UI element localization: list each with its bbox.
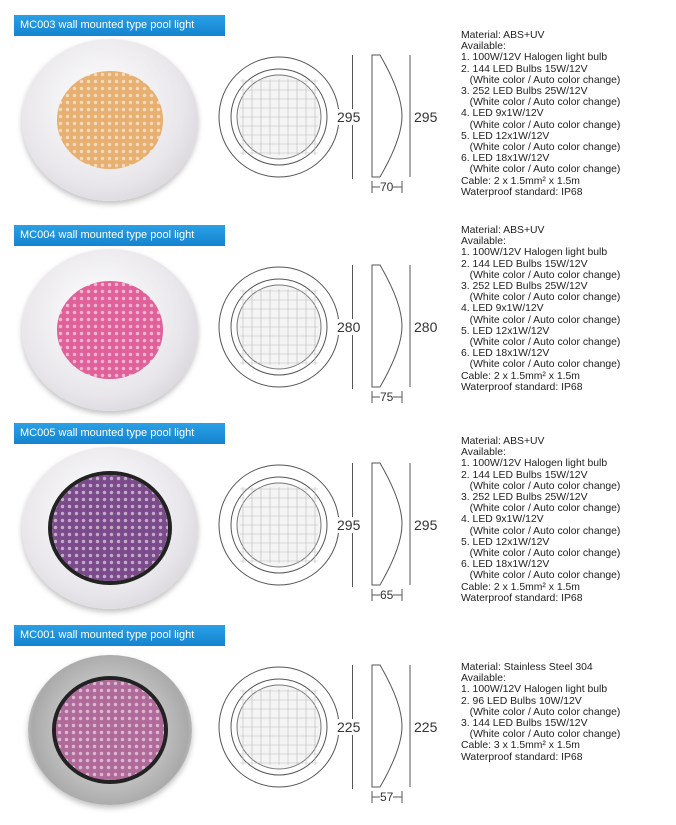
spec-line: (White color / Auto color change) [461, 706, 621, 718]
lens [57, 71, 163, 168]
lens [56, 680, 164, 780]
spec-line: 6. LED 18x1W/12V [461, 348, 550, 360]
spec-line: Waterproof standard: IP68 [461, 186, 583, 198]
spec-line: (White color / Auto color change) [461, 570, 621, 582]
spec-line: 4. LED 9x1W/12V [461, 108, 544, 120]
spec-line: 2. 144 LED Bulbs 15W/12V [461, 63, 588, 75]
spec-line: Waterproof standard: IP68 [461, 751, 583, 763]
front-view-drawing [218, 265, 340, 389]
spec-line: 5. LED 12x1W/12V [461, 325, 550, 337]
spec-line: Material: ABS+UV [461, 225, 545, 236]
product-section [0, 625, 676, 825]
lens [57, 281, 163, 378]
spec-line: 5. LED 12x1W/12V [461, 130, 550, 142]
spec-line: (White color / Auto color change) [461, 269, 621, 281]
spec-line: (White color / Auto color change) [461, 74, 621, 86]
spec-line: 3. 252 LED Bulbs 25W/12V [461, 492, 588, 504]
spec-list [461, 30, 620, 198]
spec-line: Cable: 2 x 1.5mm² x 1.5m [461, 175, 580, 187]
spec-list [461, 436, 620, 604]
height-dimension-label: 295 [337, 517, 361, 533]
product-section [0, 15, 676, 215]
section-title: MC005 wall mounted type pool light [14, 423, 225, 444]
section-title: MC003 wall mounted type pool light [14, 15, 225, 36]
lens [52, 475, 168, 582]
product-section [0, 423, 676, 623]
spec-line: 2. 144 LED Bulbs 15W/12V [461, 258, 588, 270]
product-section [0, 225, 676, 425]
depth-dimension-label: 75 [380, 390, 394, 404]
spec-line: 5. LED 12x1W/12V [461, 536, 550, 548]
product-photo [22, 249, 198, 411]
spec-line: 6. LED 18x1W/12V [461, 559, 550, 571]
product-photo [22, 39, 198, 201]
spec-line: Cable: 3 x 1.5mm² x 1.5m [461, 740, 580, 752]
spec-line: Available: [461, 447, 506, 459]
spec-line: Waterproof standard: IP68 [461, 381, 583, 393]
spec-line: 1. 100W/12V Halogen light bulb [461, 684, 608, 696]
section-title: MC001 wall mounted type pool light [14, 625, 225, 646]
height-dimension-label: 295 [337, 109, 361, 125]
spec-line: 4. LED 9x1W/12V [461, 514, 544, 526]
height-dimension-label: 225 [337, 719, 361, 735]
spec-line: (White color / Auto color change) [461, 503, 621, 515]
depth-dimension-label: 70 [380, 180, 394, 194]
spec-line: (White color / Auto color change) [461, 337, 621, 349]
spec-line: 2. 96 LED Bulbs 10W/12V [461, 695, 582, 707]
side-height-dimension-label: 280 [414, 319, 438, 335]
spec-line: Available: [461, 236, 506, 248]
product-photo [28, 655, 192, 806]
spec-list [461, 225, 620, 393]
spec-line: 3. 144 LED Bulbs 15W/12V [461, 718, 588, 730]
spec-line: 4. LED 9x1W/12V [461, 303, 544, 315]
spec-line: Available: [461, 41, 506, 53]
spec-line: Material: ABS+UV [461, 30, 545, 41]
spec-line: Material: ABS+UV [461, 436, 545, 447]
spec-line: (White color / Auto color change) [461, 548, 621, 560]
spec-line: 1. 100W/12V Halogen light bulb [461, 247, 608, 259]
spec-line: (White color / Auto color change) [461, 292, 621, 304]
spec-line: (White color / Auto color change) [461, 314, 621, 326]
spec-line: 3. 252 LED Bulbs 25W/12V [461, 86, 588, 98]
spec-line: (White color / Auto color change) [461, 97, 621, 109]
spec-line: (White color / Auto color change) [461, 480, 621, 492]
section-title: MC004 wall mounted type pool light [14, 225, 225, 246]
depth-dimension-label: 57 [380, 790, 394, 804]
height-dimension-label: 280 [337, 319, 361, 335]
spec-line: Cable: 2 x 1.5mm² x 1.5m [461, 581, 580, 593]
spec-line: 3. 252 LED Bulbs 25W/12V [461, 281, 588, 293]
spec-line: Available: [461, 673, 506, 685]
product-photo [22, 447, 198, 609]
spec-line: (White color / Auto color change) [461, 164, 621, 176]
side-height-dimension-label: 225 [414, 719, 438, 735]
spec-line: (White color / Auto color change) [461, 119, 621, 131]
spec-line: Cable: 2 x 1.5mm² x 1.5m [461, 370, 580, 382]
front-view-drawing [218, 665, 340, 789]
front-view-drawing [218, 463, 340, 587]
spec-line: (White color / Auto color change) [461, 359, 621, 371]
spec-line: (White color / Auto color change) [461, 525, 621, 537]
spec-line: 1. 100W/12V Halogen light bulb [461, 458, 608, 470]
spec-line: 1. 100W/12V Halogen light bulb [461, 52, 608, 64]
side-height-dimension-label: 295 [414, 517, 438, 533]
spec-line: 2. 144 LED Bulbs 15W/12V [461, 469, 588, 481]
depth-dimension-label: 65 [380, 588, 394, 602]
spec-line: (White color / Auto color change) [461, 142, 621, 154]
spec-list [461, 662, 620, 763]
spec-line: 6. LED 18x1W/12V [461, 153, 550, 165]
side-height-dimension-label: 295 [414, 109, 438, 125]
spec-line: (White color / Auto color change) [461, 729, 621, 741]
front-view-drawing [218, 55, 340, 179]
spec-line: Waterproof standard: IP68 [461, 592, 583, 604]
spec-line: Material: Stainless Steel 304 [461, 662, 593, 673]
